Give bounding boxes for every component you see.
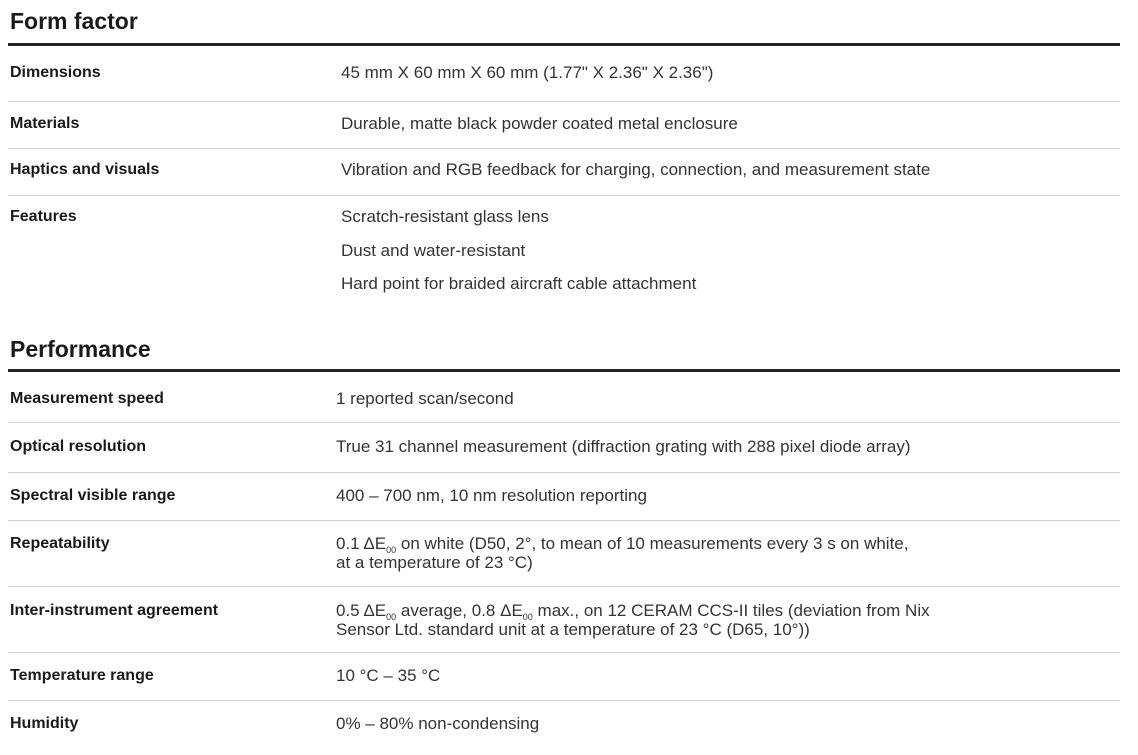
row-divider — [8, 195, 1120, 196]
spec-label-haptics: Haptics and visuals — [10, 161, 160, 178]
spec-value-repeatability-line-1: 0.1 $\Delta E_{00}$ on white (D50, 2°, to mean of 10 measurements every 3 s on white, — [336, 534, 909, 555]
spec-label-humidity: Humidity — [10, 715, 79, 732]
spec-label-features: Features — [10, 208, 77, 225]
spec-value-optical-resolution: True 31 channel measurement (diffraction grating with 288 pixel diode array) — [336, 437, 911, 456]
spec-value-feature-3: Hard point for braided aircraft cable attachment — [341, 274, 697, 293]
performance-heading: Performance — [10, 336, 151, 362]
row-divider — [8, 586, 1120, 587]
spec-value-dimensions: 45 mm X 60 mm X 60 mm (1.77" X 2.36" X 2.36") — [341, 63, 714, 82]
row-divider — [8, 520, 1120, 521]
form-factor-divider — [8, 43, 1120, 46]
spec-value-feature-2: Dust and water-resistant — [341, 241, 526, 260]
row-divider — [8, 652, 1120, 653]
performance-divider — [8, 369, 1120, 372]
spec-label-inter-instrument: Inter-instrument agreement — [10, 602, 219, 619]
spec-value-haptics: Vibration and RGB feedback for charging, connection, and measurement state — [341, 160, 931, 179]
row-divider — [8, 422, 1120, 423]
spec-label-spectral-range: Spectral visible range — [10, 487, 176, 504]
spec-label-measurement-speed: Measurement speed — [10, 390, 164, 407]
form-factor-heading: Form factor — [10, 8, 138, 34]
spec-label-repeatability: Repeatability — [10, 535, 110, 552]
spec-value-inter-instrument-line-1: 0.5 $\Delta E_{00}$ average, 0.8 $\Delta E_{00}$ max., on 12 CERAM CCS-II tiles (deviation from Nix — [336, 601, 930, 622]
spec-label-temperature-range: Temperature range — [10, 667, 154, 684]
spec-value-materials: Durable, matte black powder coated metal enclosure — [341, 114, 738, 133]
spec-value-measurement-speed: 1 reported scan/second — [336, 389, 514, 408]
spec-label-materials: Materials — [10, 115, 80, 132]
spec-value-inter-instrument-line-2: Sensor Ltd. standard unit at a temperature of 23 °C (D65, 10°)) — [336, 620, 810, 639]
spec-label-optical-resolution: Optical resolution — [10, 438, 147, 455]
row-divider — [8, 148, 1120, 149]
spec-label-dimensions: Dimensions — [10, 64, 101, 81]
row-divider — [8, 472, 1120, 473]
spec-value-humidity: 0% – 80% non-condensing — [336, 714, 540, 733]
spec-value-spectral-range: 400 – 700 nm, 10 nm resolution reporting — [336, 486, 647, 505]
spec-value-feature-1: Scratch-resistant glass lens — [341, 207, 549, 226]
spec-value-temperature-range: 10 °C – 35 °C — [336, 666, 441, 685]
row-divider — [8, 700, 1120, 701]
spec-value-repeatability-line-2: at a temperature of 23 °C) — [336, 553, 533, 572]
row-divider — [8, 101, 1120, 102]
